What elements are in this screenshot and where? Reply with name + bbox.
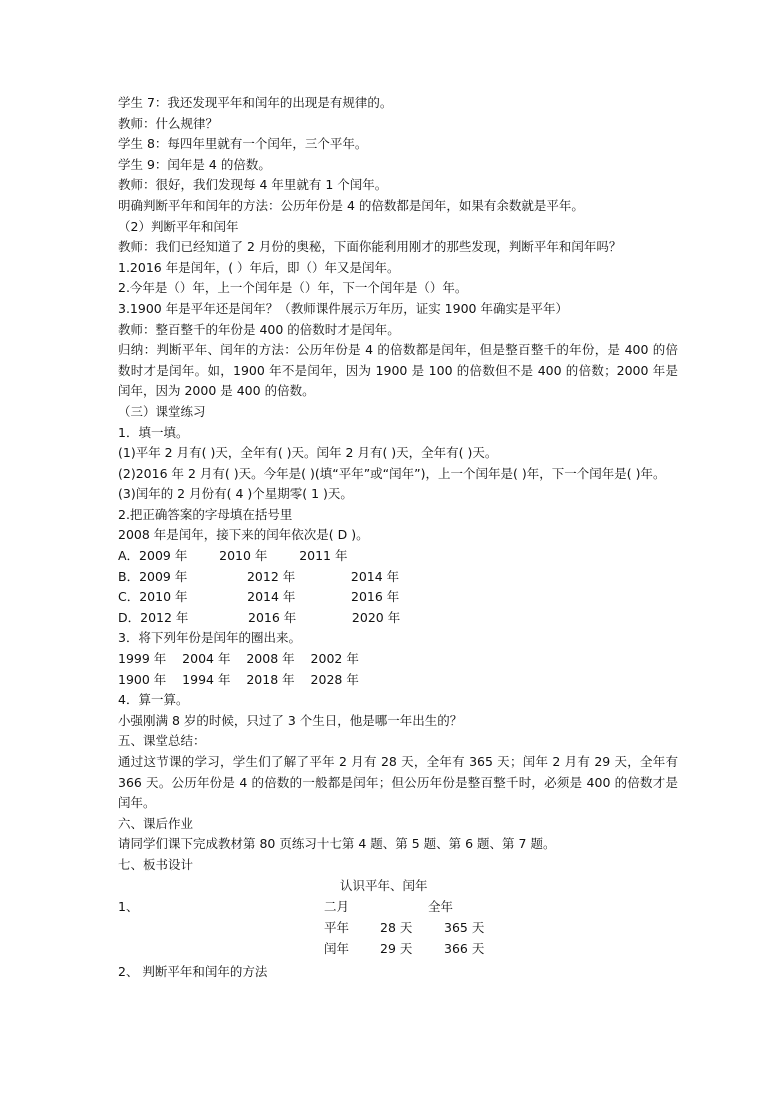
section-heading: 七、板书设计: [118, 856, 194, 872]
board-col-year: 全年: [428, 898, 454, 914]
board-row2-feb: 29 天: [380, 940, 413, 956]
text-line: 1.2016 年是闰年，( ）年后，即（）年又是闰年。: [118, 259, 400, 275]
text-line: 小强刚满 8 岁的时候，只过了 3 个生日，他是哪一年出生的？: [118, 712, 463, 728]
text-line: 教师：我们已经知道了 2 月份的奥秘，下面你能利用刚才的那些发现，判断平年和闰年吗？: [118, 239, 622, 255]
document-content: [118, 93, 678, 982]
board-design: [118, 876, 678, 962]
text-line: 学生 9：闰年是 4 的倍数。: [118, 156, 271, 172]
board-row1-feb: 28 天: [380, 919, 413, 935]
text-line: 1．填一填。: [118, 424, 189, 440]
board-row1-label: 平年: [324, 919, 350, 935]
summary-paragraph-2: 通过这节课的学习，学生们了解了平年 2 月有 28 天，全年有 365 天；闰年 2 月有 29 天，全年有 366 天。公历年份是 4 的倍数的一般都是闰年；但公历年份是整百整千时，必须是 400 的倍数才是闰年。: [118, 754, 678, 811]
board-title: 认识平年、闰年: [340, 877, 428, 893]
section-heading: 五、课堂总结：: [118, 733, 206, 749]
board-item-1: 1、: [118, 898, 139, 914]
option-d: D．2012 年 2016 年 2020 年: [118, 609, 401, 625]
text-line: 3.1900 年是平年还是闰年？（教师课件展示万年历，证实 1900 年确实是平年）: [118, 300, 568, 316]
option-c: C．2010 年 2014 年 2016 年: [118, 589, 400, 605]
text-line: 2008 年是闰年，接下来的闰年依次是( D )。: [118, 527, 369, 543]
question-paragraph: (2)2016 年 2 月有( )天。今年是( )(填“平年”或“闰年”)，上一个闰年是( )年，下一个闰年是( )年。: [118, 465, 666, 481]
text-line: (3)闰年的 2 月份有( 4 )个星期零( 1 )天。: [118, 486, 353, 502]
year-list-row: 1900 年 1994 年 2018 年 2028 年: [118, 671, 359, 687]
text-line: 教师：很好，我们发现每 4 年里就有 1 个闰年。: [118, 177, 388, 193]
text-line: 教师：什么规律？: [118, 115, 219, 131]
dialogue-section: [118, 93, 678, 340]
option-b: B．2009 年 2012 年 2014 年: [118, 568, 400, 584]
board-item-2: 2、 判断平年和闰年的方法: [118, 963, 268, 979]
board-row2-label: 闰年: [324, 940, 350, 956]
board-col-feb: 二月: [324, 898, 350, 914]
summary-paragraph-1: 归纳：判断平年、闰年的方法：公历年份是 4 的倍数都是闰年，但是整百整千的年份，是 400 的倍数时才是闰年。如，1900 年不是闰年，因为 1900 是 100 的倍数但不是 400 的倍数；2000 年是闰年，因为 2000 是 400 的倍数。: [118, 342, 678, 399]
text-line: 3．将下列年份是闰年的圈出来。: [118, 630, 301, 646]
text-line: (1)平年 2 月有( )天，全年有( )天。闰年 2 月有( )天，全年有( )天。: [118, 445, 498, 461]
text-line: 2.今年是（）年，上一个闰年是（）年，下一个闰年是（）年。: [118, 280, 468, 296]
text-line: 明确判断平年和闰年的方法：公历年份是 4 的倍数都是闰年，如果有余数就是平年。: [118, 197, 584, 213]
text-line: 学生 7：我还发现平年和闰年的出现是有规律的。: [118, 95, 393, 110]
board-row2-year: 366 天: [444, 940, 485, 956]
text-line: 2.把正确答案的字母填在括号里: [118, 506, 293, 522]
section-heading: 六、课后作业: [118, 815, 194, 831]
section-heading: （三）课堂练习: [118, 403, 206, 419]
text-line: 教师：整百整千的年份是 400 的倍数时才是闰年。: [118, 321, 400, 337]
option-a: A．2009 年 2010 年 2011 年: [118, 548, 348, 564]
text-line: 请同学们课下完成教材第 80 页练习十七第 4 题、第 5 题、第 6 题、第 7 题。: [118, 836, 556, 852]
text-line: 4．算一算。: [118, 692, 189, 708]
board-row1-year: 365 天: [444, 919, 485, 935]
section-heading: （2）判断平年和闰年: [118, 218, 239, 234]
year-list-row: 1999 年 2004 年 2008 年 2002 年: [118, 651, 359, 667]
text-line: 学生 8：每四年里就有一个闰年，三个平年。: [118, 136, 368, 152]
